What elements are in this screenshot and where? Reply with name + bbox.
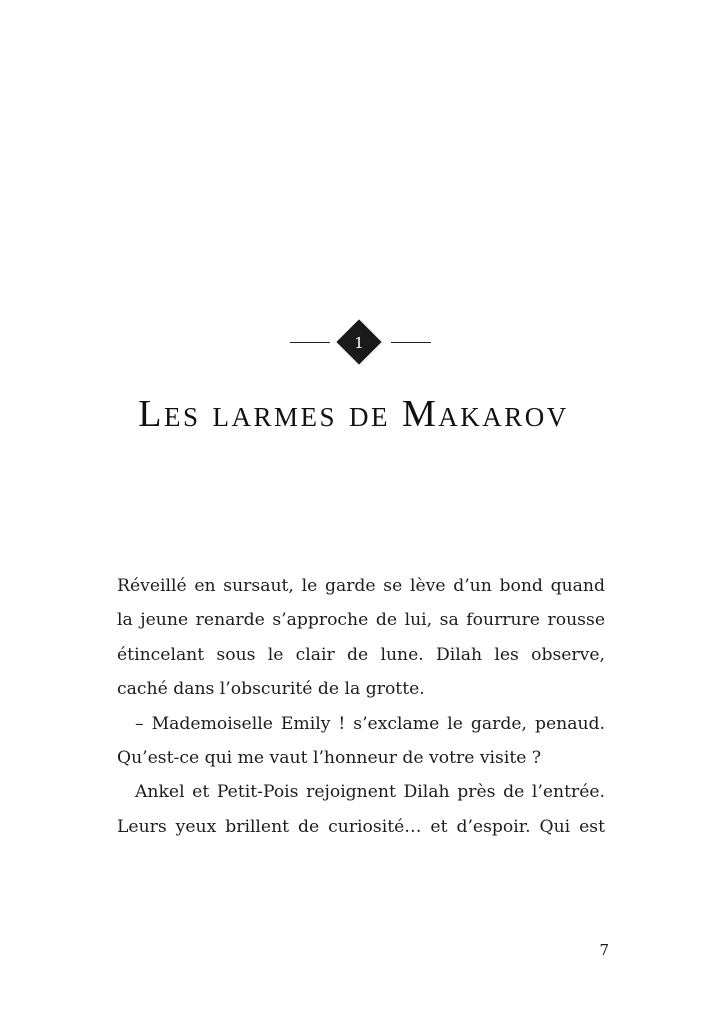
ornament-rule-left (290, 342, 330, 343)
chapter-title: Les larmes de Makarov (138, 393, 569, 435)
body-text (117, 569, 605, 844)
page-number: 7 (599, 941, 609, 959)
paragraph: Ankel et Petit-Pois rejoignent Dilah près de l’entrée. Leurs yeux brillent de curiosité… et d’espoir. Qui est (117, 782, 605, 837)
chapter-ornament (290, 320, 431, 366)
ornament-rule-right (391, 342, 431, 343)
chapter-number: 1 (354, 334, 364, 352)
paragraph: – Mademoiselle Emily ! s’exclame le garde, penaud. Qu’est-ce qui me vaut l’honneur de votre visite ? (117, 713, 605, 769)
paragraph: Réveillé en sursaut, le garde se lève d’un bond quand la jeune renarde s’approche de lui, sa fourrure rousse étincelant sous le clair de lune. Dilah les observe, caché dans l’obscurité de la grotte. (117, 576, 605, 700)
